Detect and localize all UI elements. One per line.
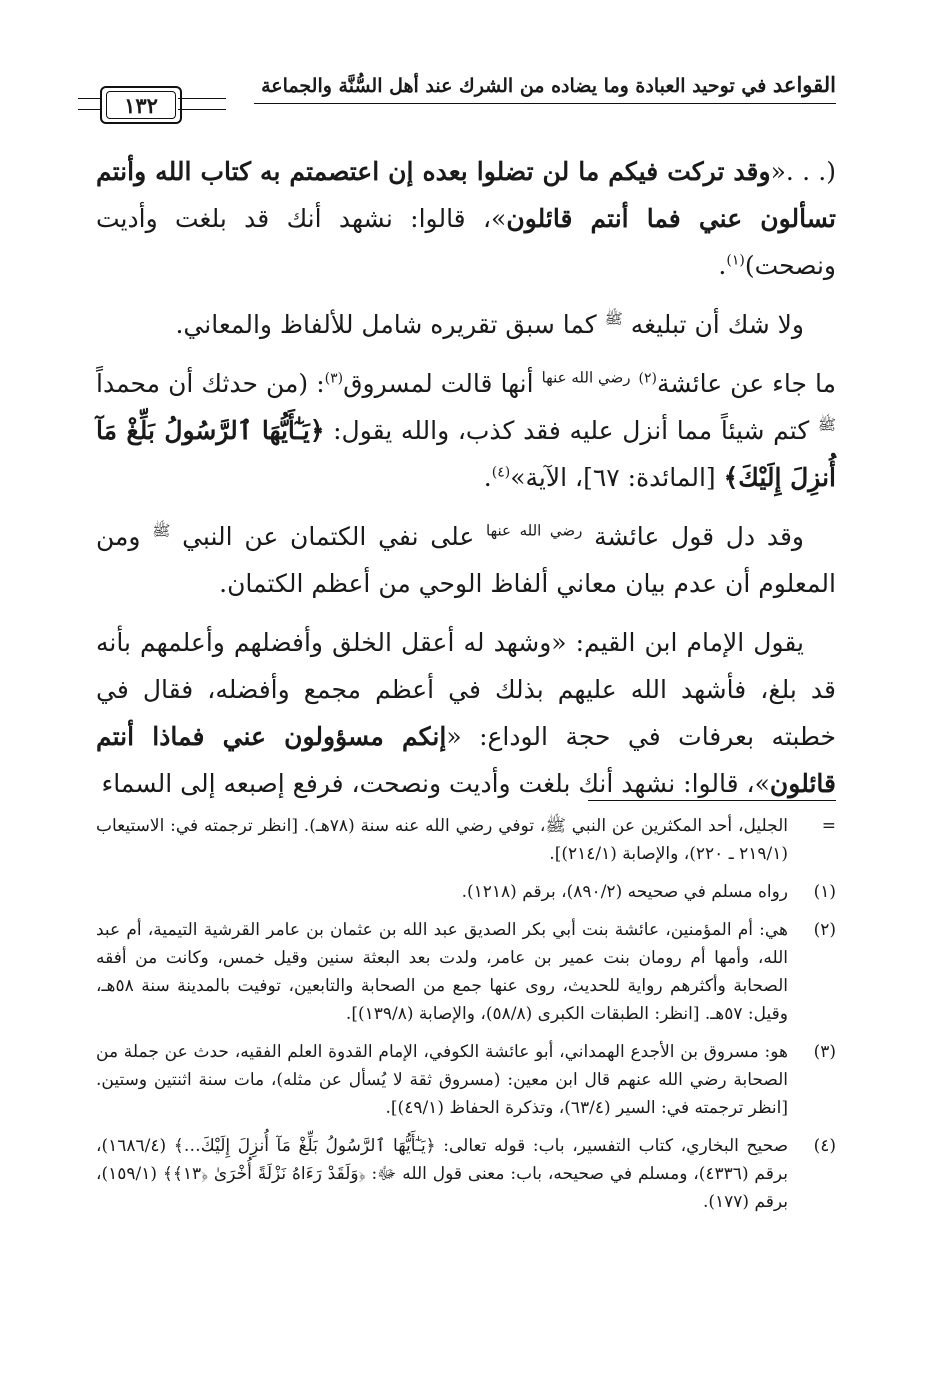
p5-text-c: »، قالوا: نشهد أنك بلغت وأديت ونصحت، فرفع إصبعه إلى السماء	[101, 769, 770, 798]
p2-text-a: ولا شك أن تبليغه	[622, 310, 804, 339]
footnote-text: صحيح البخاري، كتاب التفسير، باب: قوله تعالى: ﴿يَـٰٓأَيُّهَا ٱلرَّسُولُ بَلِّغْ مَآ أُنزِلَ إِلَيْكَ…﴾ (١٦٨٦/٤)، برقم (٤٣٣٦)، ومسلم في صحيحه، باب: معنى قول الله ﷻ: ﴿وَلَقَدْ رَءَاهُ نَزْلَةً أُخْرَىٰ ﴿١٣﴾﴾ (١٥٩/١)، برقم (١٧٧).	[96, 1136, 788, 1212]
p4-text-b: على نفي الكتمان عن النبي	[170, 522, 487, 551]
running-header	[78, 62, 836, 132]
p2-text-b: كما سبق تقريره شامل للألفاظ والمعاني.	[175, 310, 605, 339]
footnote	[96, 1132, 836, 1216]
header-rule	[254, 103, 836, 104]
p4-text-c: ومن المعلوم أن عدم بيان معاني ألفاظ الوحي من أعظم الكتمان.	[96, 522, 836, 598]
footnotes	[96, 812, 836, 1226]
header-title-rest: في توحيد العبادة وما يضاده من الشرك عند أهل السُّنَّة والجماعة	[261, 75, 773, 97]
footnote-mark: =	[821, 816, 836, 836]
footnote	[96, 1038, 836, 1122]
p3-end: .	[483, 463, 492, 492]
footnote-text: رواه مسلم في صحيحه (٨٩٠/٢)، برقم (١٢١٨).	[461, 882, 788, 902]
paragraph-1	[96, 148, 836, 289]
p3-text-a: ما جاء عن عائشة	[656, 369, 836, 398]
footnote-ref-4: (٤)	[491, 464, 511, 481]
p1-open: (. . .«	[770, 157, 836, 186]
hadith-quote: وقد تركت فيكم ما لن تضلوا بعده إن اعتصمتم به كتاب الله وأنتم تسألون عني فما أنتم قائلون	[96, 157, 836, 233]
footnote-mark: (٣)	[813, 1042, 836, 1062]
page-number-ornament	[78, 84, 226, 128]
p3-text-b: أنها قالت لمسروق	[343, 369, 542, 398]
running-header-title	[254, 72, 836, 97]
footnote-mark: (١)	[813, 882, 836, 902]
paragraph-4	[96, 513, 836, 607]
hadith-quote: إنكم مسؤولون عني فماذا أنتم قائلون	[96, 722, 836, 798]
honorific-glyph: رضي الله عنها	[541, 368, 631, 387]
salutation-glyph: ﷺ	[817, 415, 836, 434]
footnote	[96, 812, 836, 868]
p1-end: .	[718, 251, 727, 280]
main-text	[96, 148, 836, 819]
footnote-ref-3: (٣)	[324, 370, 344, 387]
p3-text-d: كتم شيئاً مما أنزل عليه فقد كذب، والله يقول:	[324, 416, 818, 445]
p3-text-e: [المائدة: ٦٧]، الآية»	[510, 463, 724, 492]
footnote-ref-1: (١)	[726, 252, 745, 269]
p1-rest: »، قالوا: نشهد أنك قد بلغت وأديت ونصحت)	[96, 204, 836, 280]
salutation-glyph: ﷺ	[152, 521, 171, 540]
footnote-text: الجليل، أحد المكثرين عن النبي ﷺ، توفي رضي الله عنه سنة (٧٨هـ). [انظر ترجمته في: الاستيعاب (٢١٩/١ ـ ٢٢٠)، والإصابة (٢١٤/١)].	[96, 816, 788, 864]
footnote-text: هو: مسروق بن الأجدع الهمداني، أبو عائشة الكوفي، الإمام القدوة العلم الفقيه، حدث عن جملة من الصحابة رضي الله عنهم قال ابن معين: (مسروق ثقة لا يُسأل عن مثله)، مات سنة اثنتين وستين. [انظر ترجمته في: السير (٦٣/٤)، وتذكرة الحفاظ (٤٩/١)].	[96, 1042, 788, 1118]
p4-text-a: وقد دل قول عائشة	[582, 522, 804, 551]
p5-text-a: يقول الإمام ابن القيم: «وشهد له أعقل الخلق وأفضلهم وأعلمهم بأنه قد بلغ، فأشهد الله عليهم بذلك في أعظم مجمع وأفضله، فقال في خطبته بعرفات في حجة الوداع: «	[96, 628, 836, 751]
footnote	[96, 878, 836, 906]
p3-text-c: : (من حدثك أن محمداً	[96, 369, 325, 398]
paragraph-5	[96, 619, 836, 807]
footnote-mark: (٢)	[813, 920, 836, 940]
ornament-lines-left	[78, 98, 100, 110]
footnote-text: هي: أم المؤمنين، عائشة بنت أبي بكر الصديق عبد الله بن عثمان بن عامر القرشية التيمية، أم عبد الله، وأمها أم رومان بنت عمير بن عامر، ولدت بعد البعثة سنين وقيل خمس، وكانت من أفقه الصحابة وأكثرهم رواية للحديث، روى عنها جمع من الصحابة والتابعين، توفيت بالمدينة سنة ٥٨هـ، وقيل: ٥٧هـ. [انظر: الطبقات الكبرى (٥٨/٨)، والإصابة (١٣٩/٨)].	[96, 920, 788, 1024]
header-title-bold: القواعد	[772, 72, 836, 97]
footnote-mark: (٤)	[813, 1136, 836, 1156]
salutation-glyph: ﷺ	[604, 309, 623, 328]
paragraph-2	[96, 301, 836, 348]
page-number-frame	[100, 86, 182, 124]
page-number: ١٣٢	[106, 91, 176, 119]
quran-verse: ﴿يَـٰٓأَيُّهَا ٱلرَّسُولُ بَلِّغْ مَآ أُنزِلَ إِلَيْكَ﴾	[96, 416, 836, 492]
honorific-glyph: رضي الله عنها	[486, 521, 583, 540]
footnote-separator	[588, 800, 836, 801]
ornament-lines-right	[178, 98, 226, 110]
footnote-ref-2: (٢)	[638, 370, 657, 387]
footnote	[96, 916, 836, 1028]
paragraph-3	[96, 360, 836, 501]
